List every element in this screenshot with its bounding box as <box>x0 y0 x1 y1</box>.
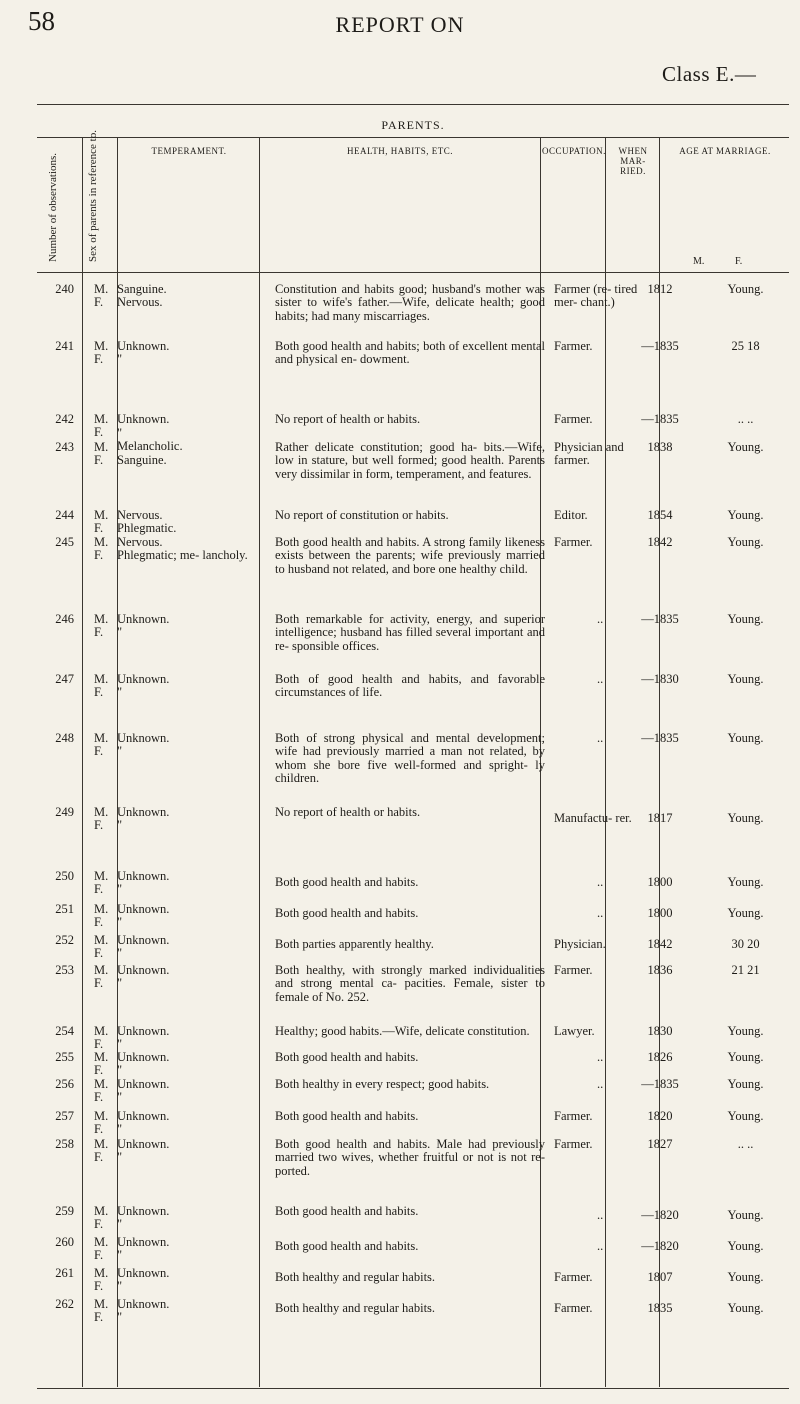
health-cell: Both good health and habits. <box>275 1204 419 1218</box>
temperament-cell: Unknown. " <box>117 1024 170 1052</box>
occupation-cell: Farmer. <box>554 1270 593 1284</box>
occupation-cell: Farmer. <box>554 1301 593 1315</box>
year-cell: 1835 <box>647 1301 673 1315</box>
observation-number: 244 <box>55 508 74 522</box>
occupation-cell: .. <box>597 875 604 889</box>
observation-number: 255 <box>55 1050 74 1064</box>
health-cell: Both of strong physical and mental development; wife had previously married a man not related, by whom she bore five well-formed and spright- ly children. <box>275 731 545 785</box>
age-cell: .. .. <box>737 1137 754 1151</box>
year-cell: 1800 <box>647 875 673 889</box>
temperament-cell: Unknown. " <box>117 869 170 897</box>
health-cell: Rather delicate constitution; good ha- bits.—Wife, low in stature, but well formed; good health. Parents very dissimilar in form, temperament, and features. <box>275 440 545 481</box>
sex-cell: M. F. <box>94 412 109 440</box>
page-number: 58 <box>28 6 55 36</box>
health-cell: No report of constitution or habits. <box>275 508 449 522</box>
age-cell: Young. <box>727 1208 764 1222</box>
year-cell: 1826 <box>647 1050 673 1064</box>
sex-cell: M. F. <box>94 1137 109 1165</box>
temperament-cell: Unknown. " <box>117 1137 170 1165</box>
occupation-cell: .. <box>597 612 604 626</box>
column-divider <box>605 137 606 1387</box>
observation-number: 240 <box>55 282 74 296</box>
temperament-cell: Unknown. " <box>117 339 170 367</box>
sex-cell: M. F. <box>94 902 109 930</box>
age-cell: Young. <box>727 535 764 549</box>
health-cell: No report of health or habits. <box>275 805 421 819</box>
year-cell: —1820 <box>641 1208 679 1222</box>
column-heading-occupation: OCCUPATION. <box>542 146 606 156</box>
age-cell: Young. <box>727 1050 764 1064</box>
age-cell: Young. <box>727 1270 764 1284</box>
health-cell: Both good health and habits. A strong family likeness exists between the parents; wife previously married to husband not related, and bore one healthy child. <box>275 535 545 576</box>
observation-number: 253 <box>55 963 74 977</box>
age-cell: 30 20 <box>731 937 760 951</box>
occupation-cell: Physician and farmer. <box>554 440 624 468</box>
temperament-cell: Unknown. " <box>117 963 170 991</box>
age-male-label: M. <box>693 256 705 267</box>
year-cell: —1820 <box>641 1239 679 1253</box>
year-cell: —1835 <box>641 731 679 745</box>
age-cell: Young. <box>727 1301 764 1315</box>
sex-cell: M. F. <box>94 1297 109 1325</box>
class-heading: Class E.— <box>662 62 757 86</box>
age-cell: Young. <box>727 875 764 889</box>
observation-number: 242 <box>55 412 74 426</box>
table-title: PARENTS. <box>381 118 445 132</box>
sex-cell: M. F. <box>94 933 109 961</box>
sex-cell: M. F. <box>94 535 109 563</box>
year-cell: 1827 <box>647 1137 673 1151</box>
temperament-cell: Unknown. " <box>117 1050 170 1078</box>
occupation-cell: .. <box>597 1239 604 1253</box>
observation-number: 258 <box>55 1137 74 1151</box>
age-cell: Young. <box>727 440 764 454</box>
age-cell: Young. <box>727 811 764 825</box>
observation-number: 247 <box>55 672 74 686</box>
year-cell: 1836 <box>647 963 673 977</box>
observation-number: 252 <box>55 933 74 947</box>
occupation-cell: Farmer. <box>554 1109 593 1123</box>
occupation-cell: Farmer. <box>554 1137 593 1151</box>
observation-number: 245 <box>55 535 74 549</box>
temperament-cell: Nervous. Phlegmatic. <box>117 508 177 536</box>
age-cell: Young. <box>727 1239 764 1253</box>
observation-number: 246 <box>55 612 74 626</box>
sex-cell: M. F. <box>94 1050 109 1078</box>
column-header-rule <box>37 272 789 273</box>
year-cell: —1835 <box>641 339 679 353</box>
year-cell: 1817 <box>647 811 673 825</box>
year-cell: 1842 <box>647 937 673 951</box>
column-heading-age-at-marriage: AGE AT MARRIAGE. <box>679 146 771 156</box>
health-cell: Both remarkable for activity, energy, and superior intelligence; husband has filled several important and re- sponsible offices. <box>275 612 545 653</box>
temperament-cell: Unknown. " <box>117 1077 170 1105</box>
temperament-cell: Nervous. Phlegmatic; me- lancholy. <box>117 535 248 563</box>
temperament-cell: Unknown. " <box>117 902 170 930</box>
health-cell: Constitution and habits good; husband's mother was sister to wife's father.—Wife, delicate health; good habits; had many miscarriages. <box>275 282 545 323</box>
occupation-cell: Editor. <box>554 508 588 522</box>
age-cell: Young. <box>727 906 764 920</box>
column-divider <box>259 137 260 1387</box>
occupation-cell: .. <box>597 1077 604 1091</box>
temperament-cell: Unknown. " <box>117 672 170 700</box>
observation-number: 251 <box>55 902 74 916</box>
sex-cell: M. F. <box>94 1109 109 1137</box>
observation-number: 261 <box>55 1266 74 1280</box>
temperament-cell: Unknown. " <box>117 612 170 640</box>
year-cell: —1835 <box>641 612 679 626</box>
age-female-label: F. <box>735 256 743 267</box>
health-cell: Both good health and habits. <box>275 906 419 920</box>
sex-cell: M. F. <box>94 805 109 833</box>
sex-cell: M. F. <box>94 1204 109 1232</box>
sex-cell: M. F. <box>94 508 109 536</box>
observation-number: 250 <box>55 869 74 883</box>
sex-cell: M. F. <box>94 339 109 367</box>
year-cell: 1800 <box>647 906 673 920</box>
age-cell: .. .. <box>737 412 754 426</box>
observation-number: 241 <box>55 339 74 353</box>
column-heading-health: HEALTH, HABITS, ETC. <box>347 146 453 156</box>
age-cell: Young. <box>727 612 764 626</box>
observation-number: 259 <box>55 1204 74 1218</box>
temperament-cell: Unknown. " <box>117 1109 170 1137</box>
observation-number: 254 <box>55 1024 74 1038</box>
running-title: REPORT ON <box>335 12 465 37</box>
health-cell: Healthy; good habits.—Wife, delicate constitution. <box>275 1024 530 1038</box>
year-cell: 1820 <box>647 1109 673 1123</box>
occupation-cell: Farmer. <box>554 535 593 549</box>
column-divider <box>117 137 118 1387</box>
sex-cell: M. F. <box>94 612 109 640</box>
sex-cell: M. F. <box>94 282 109 310</box>
occupation-cell: .. <box>597 1050 604 1064</box>
observation-number: 260 <box>55 1235 74 1249</box>
observation-number: 243 <box>55 440 74 454</box>
observation-number: 249 <box>55 805 74 819</box>
health-cell: No report of health or habits. <box>275 412 421 426</box>
observation-number: 262 <box>55 1297 74 1311</box>
sex-cell: M. F. <box>94 963 109 991</box>
sex-cell: M. F. <box>94 731 109 759</box>
sex-cell: M. F. <box>94 1235 109 1263</box>
age-cell: Young. <box>727 508 764 522</box>
sex-cell: M. F. <box>94 1266 109 1294</box>
health-cell: Both healthy in every respect; good habits. <box>275 1077 490 1091</box>
occupation-cell: Farmer. <box>554 339 593 353</box>
health-cell: Both parties apparently healthy. <box>275 937 434 951</box>
observation-number: 257 <box>55 1109 74 1123</box>
temperament-cell: " Melancholic. Sanguine. <box>117 426 183 467</box>
year-cell: —1835 <box>641 412 679 426</box>
health-cell: Both good health and habits. <box>275 1239 419 1253</box>
sex-cell: M. F. <box>94 440 109 468</box>
sex-cell: M. F. <box>94 1077 109 1105</box>
age-cell: Young. <box>727 282 764 296</box>
occupation-cell: Farmer (re- tired mer- chant.) <box>554 282 638 310</box>
occupation-cell: Lawyer. <box>554 1024 595 1038</box>
occupation-cell: .. <box>597 906 604 920</box>
column-divider <box>82 137 83 1387</box>
year-cell: 1807 <box>647 1270 673 1284</box>
year-cell: 1830 <box>647 1024 673 1038</box>
temperament-cell: Sanguine. Nervous. <box>117 282 167 310</box>
column-divider <box>659 137 660 1387</box>
age-cell: 25 18 <box>731 339 760 353</box>
temperament-cell: Unknown. " <box>117 731 170 759</box>
health-cell: Both healthy and regular habits. <box>275 1301 436 1315</box>
occupation-cell: Farmer. <box>554 412 593 426</box>
year-cell: 1854 <box>647 508 673 522</box>
table-title-rule <box>37 137 789 138</box>
age-cell: 21 21 <box>731 963 760 977</box>
year-cell: 1838 <box>647 440 673 454</box>
temperament-cell: Unknown. " <box>117 1235 170 1263</box>
year-cell: —1835 <box>641 1077 679 1091</box>
sex-cell: M. F. <box>94 869 109 897</box>
health-cell: Both good health and habits; both of excellent mental and physical en- dowment. <box>275 339 545 367</box>
occupation-cell: Manufactu- rer. <box>554 811 632 825</box>
temperament-cell: Unknown. " <box>117 1266 170 1294</box>
age-cell: Young. <box>727 1109 764 1123</box>
age-cell: Young. <box>727 1077 764 1091</box>
age-cell: Young. <box>727 672 764 686</box>
health-cell: Both good health and habits. <box>275 875 419 889</box>
age-cell: Young. <box>727 1024 764 1038</box>
health-cell: Both good health and habits. <box>275 1050 419 1064</box>
column-heading-sex: Sex of parents in reference to. <box>87 130 99 262</box>
observation-number: 256 <box>55 1077 74 1091</box>
column-heading-when-married: WHEN MAR- RIED. <box>618 146 648 176</box>
temperament-cell: Unknown. " <box>117 1297 170 1325</box>
occupation-cell: .. <box>597 672 604 686</box>
temperament-cell: Unknown. " <box>117 1204 170 1232</box>
occupation-cell: Farmer. <box>554 963 593 977</box>
health-cell: Both good health and habits. Male had previously married two wives, whether fruitful or not is not re- ported. <box>275 1137 545 1178</box>
observation-number: 248 <box>55 731 74 745</box>
temperament-cell: Unknown. " <box>117 805 170 833</box>
health-cell: Both healthy and regular habits. <box>275 1270 436 1284</box>
occupation-cell: Physician. <box>554 937 606 951</box>
temperament-cell: Unknown. " <box>117 933 170 961</box>
year-cell: 1842 <box>647 535 673 549</box>
occupation-cell: .. <box>597 1208 604 1222</box>
health-cell: Both healthy, with strongly marked individualities and strong mental ca- pacities. Female, sister to female of No. 252. <box>275 963 545 1004</box>
year-cell: —1830 <box>641 672 679 686</box>
occupation-cell: .. <box>597 731 604 745</box>
column-heading-number: Number of observations. <box>47 152 59 262</box>
age-cell: Young. <box>727 731 764 745</box>
sex-cell: M. F. <box>94 1024 109 1052</box>
column-heading-temperament: TEMPERAMENT. <box>151 146 227 156</box>
health-cell: Both of good health and habits, and favorable circumstances of life. <box>275 672 545 700</box>
sex-cell: M. F. <box>94 672 109 700</box>
year-cell: 1812 <box>647 282 673 296</box>
health-cell: Both good health and habits. <box>275 1109 419 1123</box>
temperament-cell: Unknown. <box>117 412 170 426</box>
